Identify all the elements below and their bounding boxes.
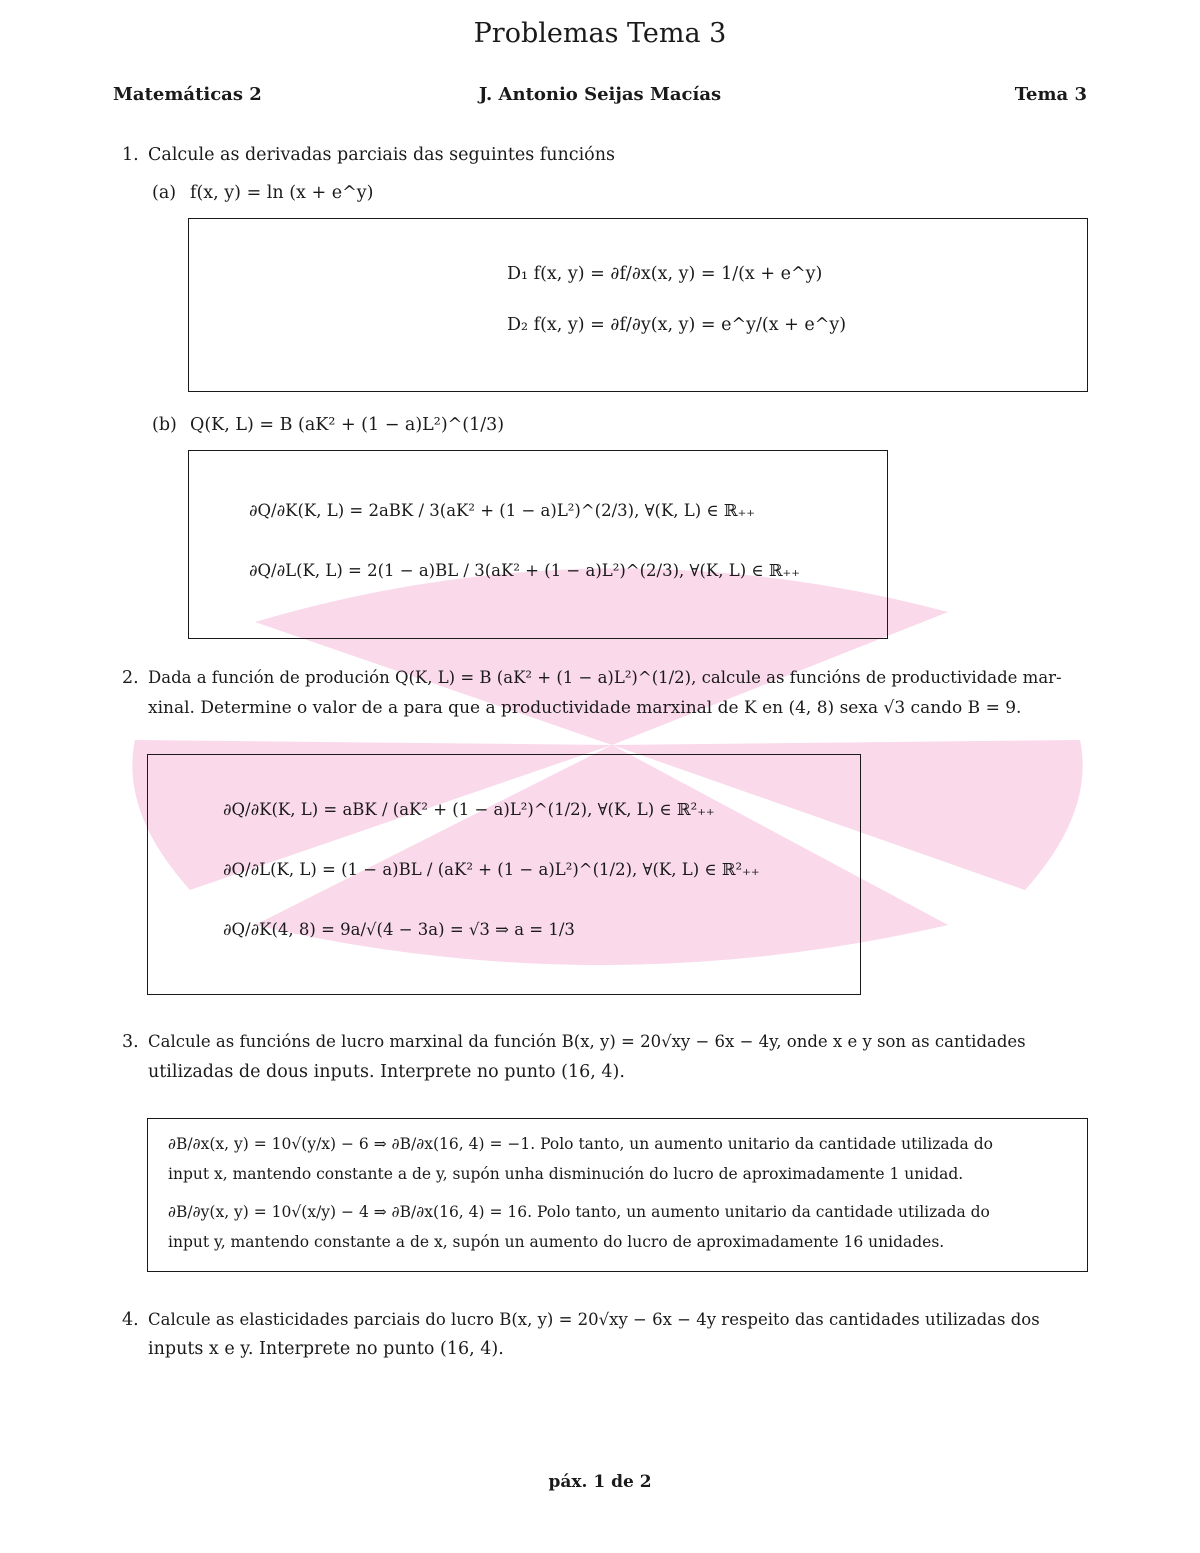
solution-line: input x, mantendo constante a de y, supón unha disminución do lucro de aproximadamente 1 unidad. xyxy=(168,1165,964,1183)
solution-line: ∂Q/∂K(K, L) = aBK / (aK² + (1 − a)L²)^(1/2), ∀(K, L) ∈ ℝ²₊₊ xyxy=(223,800,715,819)
part-b-function: Q(K, L) = B (aK² + (1 − a)L²)^(1/3) xyxy=(190,415,505,435)
page-title: Problemas Tema 3 xyxy=(473,18,727,49)
problem-1-statement: Calcule as derivadas parciais das seguintes funcións xyxy=(148,145,615,165)
problem-4-line-1: Calcule as elasticidades parciais do lucro B(x, y) = 20√xy − 6x − 4y respeito das cantidades utilizadas dos xyxy=(148,1310,1040,1329)
solution-line: input y, mantendo constante a de x, supón un aumento do lucro de aproximadamente 16 unidades. xyxy=(168,1233,945,1251)
solution-line: ∂B/∂y(x, y) = 10√(x/y) − 4 ⇒ ∂B/∂x(16, 4) = 16. Polo tanto, un aumento unitario da cantidade utilizada do xyxy=(168,1203,990,1221)
solution-line: ∂Q/∂L(K, L) = 2(1 − a)BL / 3(aK² + (1 − a)L²)^(2/3), ∀(K, L) ∈ ℝ₊₊ xyxy=(249,561,800,580)
topic-name: Tema 3 xyxy=(1014,84,1087,105)
solution-line: ∂B/∂x(x, y) = 10√(y/x) − 6 ⇒ ∂B/∂x(16, 4) = −1. Polo tanto, un aumento unitario da cantidade utilizada do xyxy=(168,1135,993,1153)
part-a-function: f(x, y) = ln (x + e^y) xyxy=(190,183,374,203)
problem-2-number: 2. xyxy=(122,668,139,688)
solution-box-1b xyxy=(188,450,888,639)
problem-3-line-2: utilizadas de dous inputs. Interprete no punto (16, 4). xyxy=(148,1062,625,1082)
solution-line: D₂ f(x, y) = ∂f/∂y(x, y) = e^y/(x + e^y) xyxy=(507,315,847,335)
solution-box-1a xyxy=(188,218,1088,392)
solution-box-2 xyxy=(147,754,861,995)
problem-2-line-1: Dada a función de produción Q(K, L) = B (aK² + (1 − a)L²)^(1/2), calcule as funcións de productividade mar- xyxy=(148,668,1062,687)
solution-line: ∂Q/∂L(K, L) = (1 − a)BL / (aK² + (1 − a)L²)^(1/2), ∀(K, L) ∈ ℝ²₊₊ xyxy=(223,860,760,879)
page-footer: páx. 1 de 2 xyxy=(548,1472,652,1492)
author-name: J. Antonio Seijas Macías xyxy=(478,84,722,105)
solution-line: D₁ f(x, y) = ∂f/∂x(x, y) = 1/(x + e^y) xyxy=(507,264,823,284)
problem-3-line-1: Calcule as funcións de lucro marxinal da función B(x, y) = 20√xy − 6x − 4y, onde x e y son as cantidades xyxy=(148,1032,1026,1051)
solution-line: ∂Q/∂K(4, 8) = 9a/√(4 − 3a) = √3 ⇒ a = 1/3 xyxy=(223,920,575,939)
problem-4-line-2: inputs x e y. Interprete no punto (16, 4). xyxy=(148,1339,504,1359)
solution-line: ∂Q/∂K(K, L) = 2aBK / 3(aK² + (1 − a)L²)^(2/3), ∀(K, L) ∈ ℝ₊₊ xyxy=(249,501,756,520)
part-a-label: (a) xyxy=(152,183,177,203)
solution-box-3 xyxy=(147,1118,1088,1272)
part-b-label: (b) xyxy=(152,415,177,435)
problem-4-number: 4. xyxy=(122,1310,139,1330)
problem-3-number: 3. xyxy=(122,1032,139,1052)
course-name: Matemáticas 2 xyxy=(113,84,262,105)
problem-1-number: 1. xyxy=(122,145,139,165)
problem-2-line-2: xinal. Determine o valor de a para que a productividade marxinal de K en (4, 8) sexa √3 cando B = 9. xyxy=(148,698,1022,718)
